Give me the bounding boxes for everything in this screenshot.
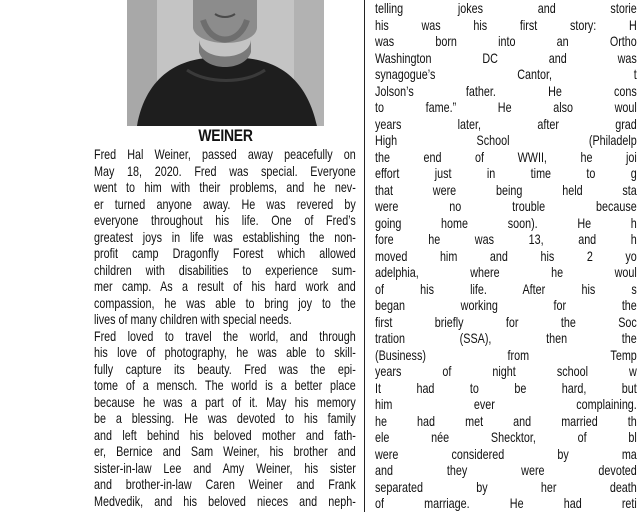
text-line: first briefly for the Soc (375, 313, 637, 330)
text-line: sister-in-law Lee and Amy Weiner, his sister (94, 459, 356, 476)
text-line: children with disabilities to experience sum- (94, 261, 356, 278)
text-line: mer camp. As a result of his hard work and (94, 278, 356, 294)
text-line: er, Bernice and Sam Weiner, his brother and (94, 443, 356, 459)
text-line: Fred Hal Weiner, passed away peacefully on (94, 146, 356, 162)
text-line: It had to be hard, but (375, 379, 637, 396)
text-line: May 18, 2020. Fred was special. Everyone (94, 162, 356, 179)
left-column-text (94, 146, 356, 509)
text-line: were considered by ma (375, 445, 637, 462)
text-line: telling jokes and storie (375, 0, 637, 16)
text-line: was born into an Ortho (375, 33, 637, 49)
text-line: profit camp Dragonfly Forest which allowed (94, 245, 356, 261)
text-line: (Business) from Temp (375, 346, 637, 363)
text-line: the end of WWII, he joi (375, 148, 637, 165)
text-line: to fame.” He also woul (375, 99, 637, 115)
text-line: synagogue’s Cantor, t (375, 66, 637, 82)
text-line: he had met and married th (375, 412, 637, 429)
text-line: going home soon). He h (375, 214, 637, 231)
text-line: began working for the (375, 297, 637, 313)
text-line: greatest joys in life was establishing the non- (94, 228, 356, 245)
text-line: years of night school w (375, 363, 637, 379)
text-line: his was his first story: H (375, 16, 637, 33)
text-line: er turned anyone away. He was revered by (94, 195, 356, 212)
text-line: that were being held sta (375, 181, 637, 198)
text-line: be a blessing. He was devoted to his family (94, 410, 356, 426)
text-line: and brother-in-law Caren Weiner and Frank (94, 476, 356, 492)
text-line: effort just in time to g (375, 165, 637, 181)
text-line: compassion, he was able to bring joy to the (94, 294, 356, 311)
text-line: ele née Shecktor, of bl (375, 429, 637, 445)
text-line: lives of many children with special needs. (94, 311, 292, 327)
text-line: Fred loved to travel the world, and through (94, 327, 356, 344)
text-line: High School (Philadelp (375, 132, 637, 148)
text-line: and they were devoted (375, 462, 637, 478)
text-line: him ever complaining. (375, 396, 637, 412)
text-line: fully capture its beauty. Fred was the epi- (94, 360, 356, 377)
text-line: Medvedik, and his beloved nieces and neph- (94, 492, 356, 509)
text-line: of marriage. He had reti (375, 495, 637, 511)
obituary-name: WEINER (198, 126, 253, 145)
text-line: fore he was 13, and h (375, 231, 637, 247)
text-line: his love of photography, he was able to skill- (94, 344, 356, 360)
text-line: because he was a part of it. May his memory (94, 393, 356, 410)
text-line: went to him with their problems, and he nev- (94, 179, 356, 195)
text-line: Jolson’s father. He cons (375, 82, 637, 99)
text-line: years later, after grad (375, 115, 637, 132)
portrait-photo (127, 0, 324, 126)
column-divider (364, 0, 365, 512)
text-line: were no trouble because (375, 198, 637, 214)
text-line: tome of a mensch. The world is a better place (94, 377, 356, 393)
text-line: and left behind his beloved mother and fath- (94, 426, 356, 443)
text-line: moved him and his 2 yo (375, 247, 637, 264)
text-line: everyone throughout his life. One of Fred’s (94, 212, 356, 228)
text-line: Washington DC and was (375, 49, 637, 66)
text-line: separated by her death (375, 478, 637, 495)
text-line: adelphia, where he woul (375, 264, 637, 280)
right-column-text (375, 0, 637, 512)
text-line: of his life. After his s (375, 280, 637, 297)
portrait-figure (127, 0, 324, 126)
text-line: tration (SSA), then the (375, 330, 637, 346)
